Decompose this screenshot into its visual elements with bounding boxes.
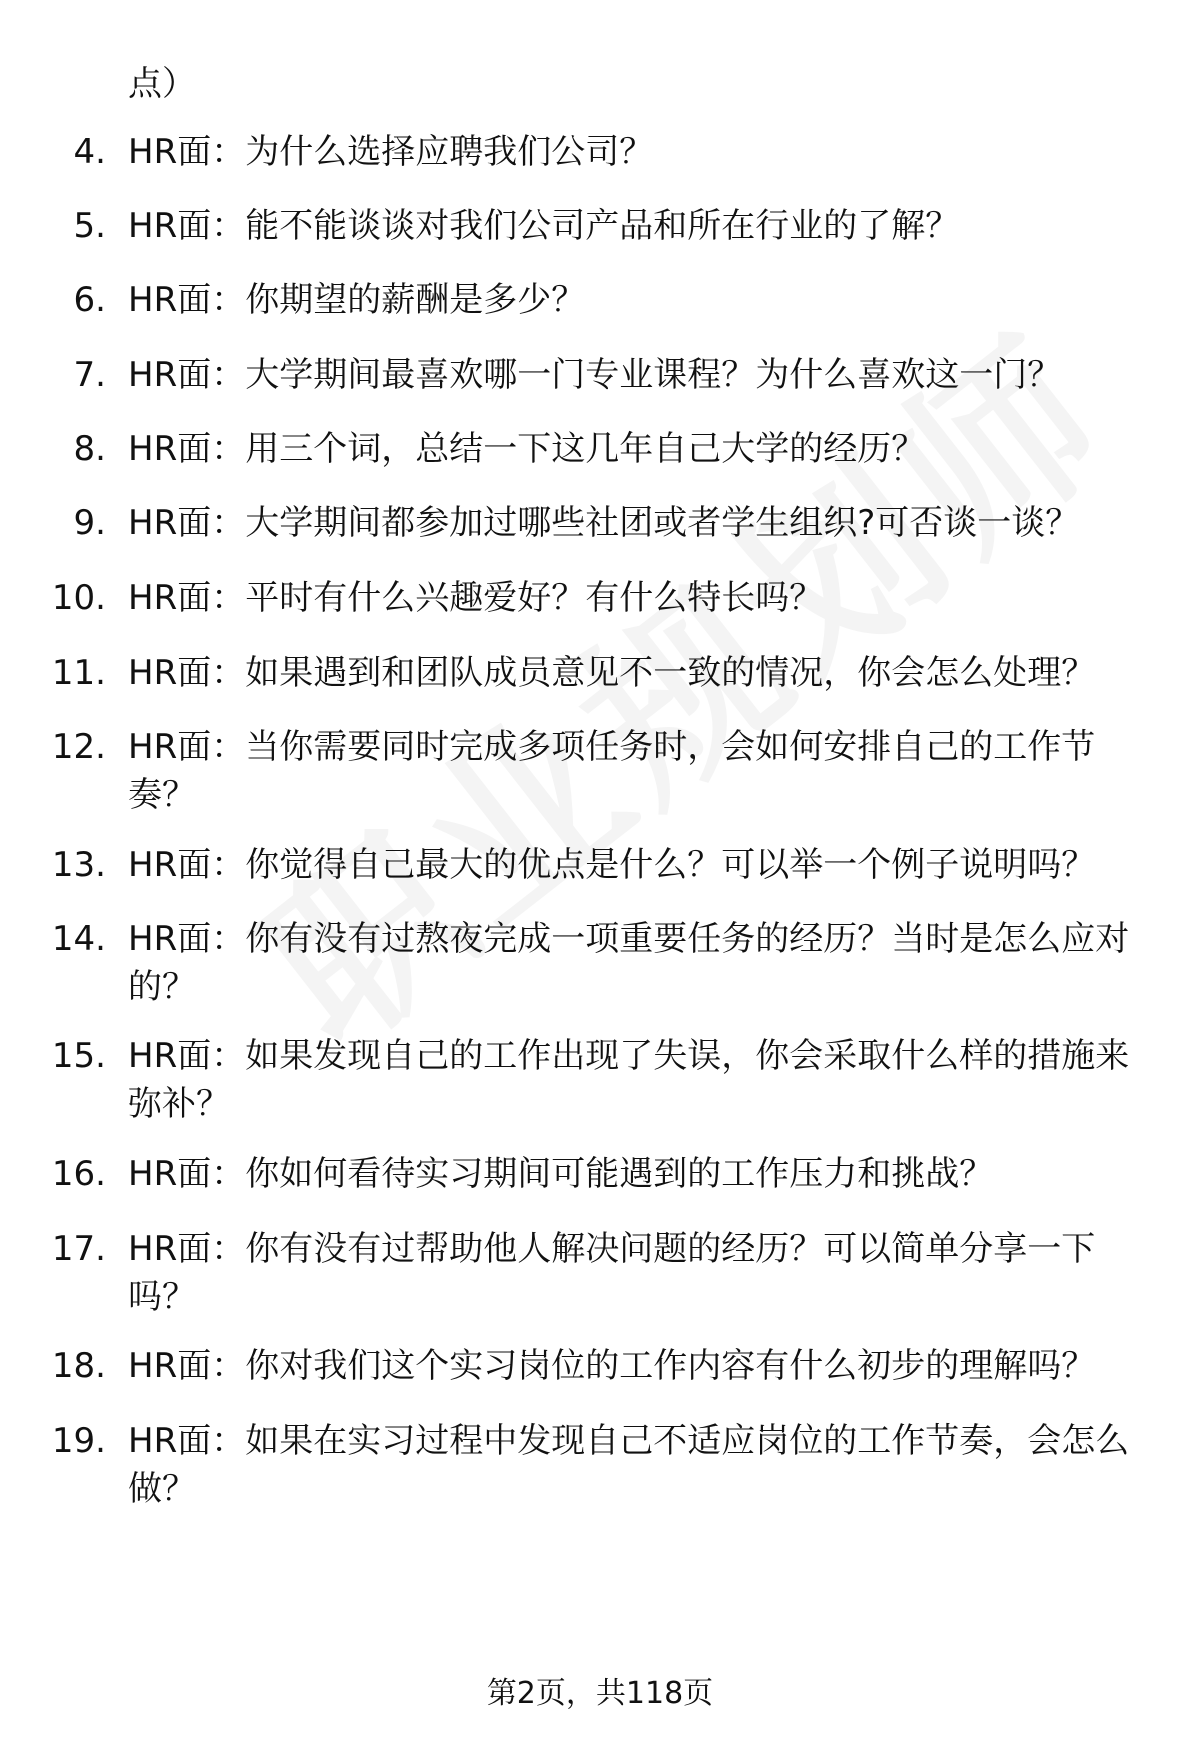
question-item bbox=[0, 202, 1200, 250]
page-footer: 第2页，共118页 bbox=[486, 1676, 714, 1711]
question-text: HR面：用三个词，总结一下这几年自己大学的经历？ bbox=[128, 429, 926, 469]
question-item bbox=[0, 351, 1200, 399]
question-text: HR面：能不能谈谈对我们公司产品和所在行业的了解？ bbox=[128, 206, 960, 246]
question-item bbox=[0, 649, 1200, 697]
question-text: HR面：大学期间都参加过哪些社团或者学生组织?可否谈一谈？ bbox=[128, 503, 1080, 543]
question-number: 5. bbox=[73, 206, 106, 246]
question-item bbox=[0, 276, 1200, 324]
question-number: 14. bbox=[51, 919, 106, 959]
question-text: HR面：你期望的薪酬是多少？ bbox=[128, 280, 586, 320]
question-number: 15. bbox=[51, 1036, 106, 1076]
question-number: 11. bbox=[51, 653, 106, 693]
question-text: HR面：为什么选择应聘我们公司？ bbox=[128, 132, 654, 172]
question-text: HR面：你对我们这个实习岗位的工作内容有什么初步的理解吗？ bbox=[128, 1346, 1096, 1386]
question-text: HR面：你有没有过熬夜完成一项重要任务的经历？当时是怎么应对的？ bbox=[128, 919, 1130, 1007]
question-text: HR面：你如何看待实习期间可能遇到的工作压力和挑战？ bbox=[128, 1154, 994, 1194]
question-number: 8. bbox=[73, 429, 106, 469]
question-number: 19. bbox=[51, 1421, 106, 1461]
question-text: HR面：平时有什么兴趣爱好？有什么特长吗？ bbox=[128, 578, 824, 618]
question-number: 13. bbox=[51, 845, 106, 885]
question-number: 18. bbox=[51, 1346, 106, 1386]
question-number: 17. bbox=[51, 1229, 106, 1269]
question-item bbox=[0, 425, 1200, 473]
question-text: HR面：如果在实习过程中发现自己不适应岗位的工作节奏，会怎么做？ bbox=[128, 1421, 1130, 1509]
question-item bbox=[0, 574, 1200, 622]
continued-text: 点） bbox=[128, 64, 196, 104]
question-item bbox=[0, 723, 1200, 819]
question-number: 10. bbox=[51, 578, 106, 618]
question-text: HR面：如果发现自己的工作出现了失误，你会采取什么样的措施来弥补？ bbox=[128, 1036, 1130, 1124]
question-text: HR面：你觉得自己最大的优点是什么？可以举一个例子说明吗？ bbox=[128, 845, 1096, 885]
question-item bbox=[0, 1417, 1200, 1513]
question-number: 4. bbox=[73, 132, 106, 172]
question-item bbox=[0, 841, 1200, 889]
question-number: 7. bbox=[73, 355, 106, 395]
question-text: HR面：当你需要同时完成多项任务时，会如何安排自己的工作节奏？ bbox=[128, 727, 1096, 815]
question-number: 6. bbox=[73, 280, 106, 320]
question-item bbox=[0, 1342, 1200, 1390]
question-number: 9. bbox=[73, 503, 106, 543]
question-item bbox=[0, 128, 1200, 176]
question-text: HR面：你有没有过帮助他人解决问题的经历？可以简单分享一下吗？ bbox=[128, 1229, 1096, 1317]
question-item bbox=[0, 1032, 1200, 1128]
question-item bbox=[0, 1225, 1200, 1321]
question-item bbox=[0, 499, 1200, 547]
question-item bbox=[0, 1150, 1200, 1198]
question-text: HR面：大学期间最喜欢哪一门专业课程？为什么喜欢这一门？ bbox=[128, 355, 1062, 395]
question-item bbox=[0, 915, 1200, 1011]
question-text: HR面：如果遇到和团队成员意见不一致的情况，你会怎么处理？ bbox=[128, 653, 1096, 693]
question-number: 12. bbox=[51, 727, 106, 767]
question-number: 16. bbox=[51, 1154, 106, 1194]
